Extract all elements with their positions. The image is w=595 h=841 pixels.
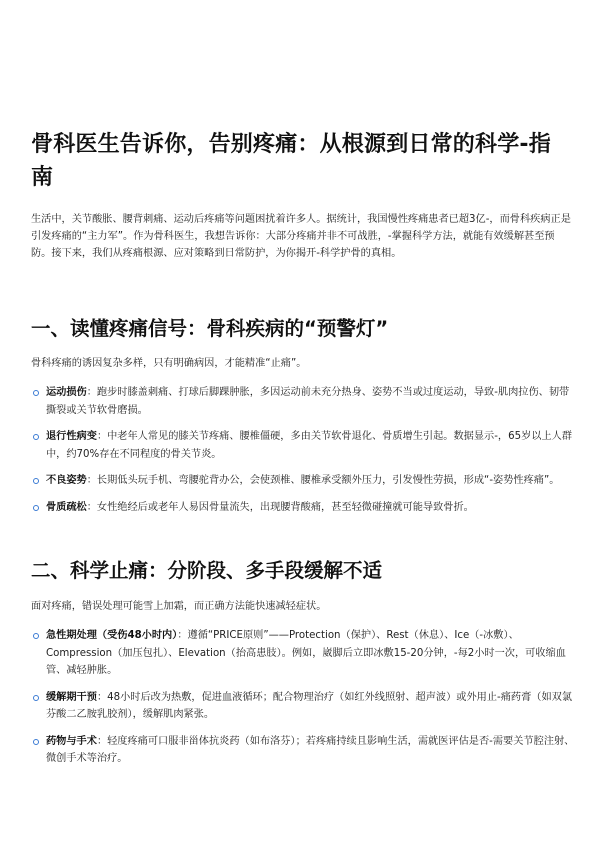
item-text: ：遵循“PRICE原则”——Protection（保护）、Rest（休息）、Ice（-冰敷）、Compression（加压包扎）、Elevation（抬高患肢）。例如，崴脚后立即冰敷15-20分钟，-每2小时一次，可收缩血管、减轻肿胀。 (46, 630, 566, 676)
item-term: 急性期处理（受伤48小时内） (46, 630, 178, 641)
item-text: ：48小时后改为热敷，促进血液循环；配合物理治疗（如红外线照射、超声波）或外用止-痛药膏（如双氯芬酸二乙胺乳胶剂），缓解肌肉紧张。 (46, 691, 573, 720)
list-item (31, 689, 579, 724)
section-2-lead: 面对疼痛，错误处理可能雪上加霜，而正确方法能快速减轻症状。 (31, 601, 327, 612)
item-text: ：中老年人常见的膝关节疼痛、腰椎僵硬，多由关节软骨退化、骨质增生引起。数据显示-，65岁以上人群中，约70%存在不同程度的骨关节炎。 (46, 431, 573, 460)
section-1-heading: 一、读懂疼痛信号：骨科疾病的“预警灯” (31, 317, 389, 340)
item-text: ：跑步时膝盖刺痛、打球后脚踝肿胀，多因运动前未充分热身、姿势不当或过度运动，导致-肌肉拉伤、韧带撕裂或关节软骨磨损。 (46, 387, 570, 416)
item-text: ：轻度疼痛可口服非甾体抗炎药（如布洛芬）；若疼痛持续且影响生活，需就医评估是否-需要关节腔注射、微创手术等治疗。 (46, 735, 575, 764)
section-1-lead: 骨科疼痛的诱因复杂多样，只有明确病因，才能精准“止痛”。 (31, 358, 307, 369)
list-item (31, 472, 579, 490)
bullet-icon (33, 434, 39, 440)
list-item (31, 499, 579, 517)
section-2-heading: 二、科学止痛：分阶段、多手段缓解不适 (31, 559, 383, 582)
bullet-icon (33, 478, 39, 484)
section-1-list (31, 384, 579, 516)
item-term: 运动损伤 (46, 387, 87, 398)
list-item (31, 627, 579, 680)
page-title: 骨科医生告诉你，告别疼痛：从根源到日常的科学-指南 (31, 132, 551, 190)
item-text: ：女性绝经后或老年人易因骨量流失，出现腰背酸痛，甚至轻微碰撞就可能导致骨折。 (86, 501, 474, 513)
item-term: 退行性病变 (46, 431, 97, 442)
list-item (31, 733, 579, 768)
intro-paragraph: 生活中，关节酸胀、腰背刺痛、运动后疼痛等问题困扰着许多人。据统计，我国慢性疼痛患者已超3亿-，而骨科疾病正是引发疼痛的“主力军”。作为骨科医生，我想告诉你：大部分疼痛并非不可战胜，-掌握科学方法，就能有效缓解甚至预防。接下来，我们从疼痛根源、应对策略到日常防护，为你揭开-科学护骨的真相。 (31, 214, 571, 259)
item-term: 骨质疏松 (46, 501, 87, 513)
bullet-icon (33, 695, 39, 701)
item-term: 不良姿势 (46, 475, 87, 486)
item-text: ：长期低头玩手机、弯腰驼背办公，会使颈椎、腰椎承受额外压力，引发慢性劳损，形成“-姿势性疼痛”。 (86, 475, 560, 486)
bullet-icon (33, 390, 39, 396)
section-2-list (31, 627, 579, 768)
bullet-icon (33, 739, 39, 745)
item-term: 缓解期干预 (46, 691, 97, 703)
list-item (31, 428, 579, 463)
item-term: 药物与手术 (46, 735, 97, 747)
bullet-icon (33, 505, 39, 511)
bullet-icon (33, 633, 39, 639)
list-item (31, 384, 579, 419)
